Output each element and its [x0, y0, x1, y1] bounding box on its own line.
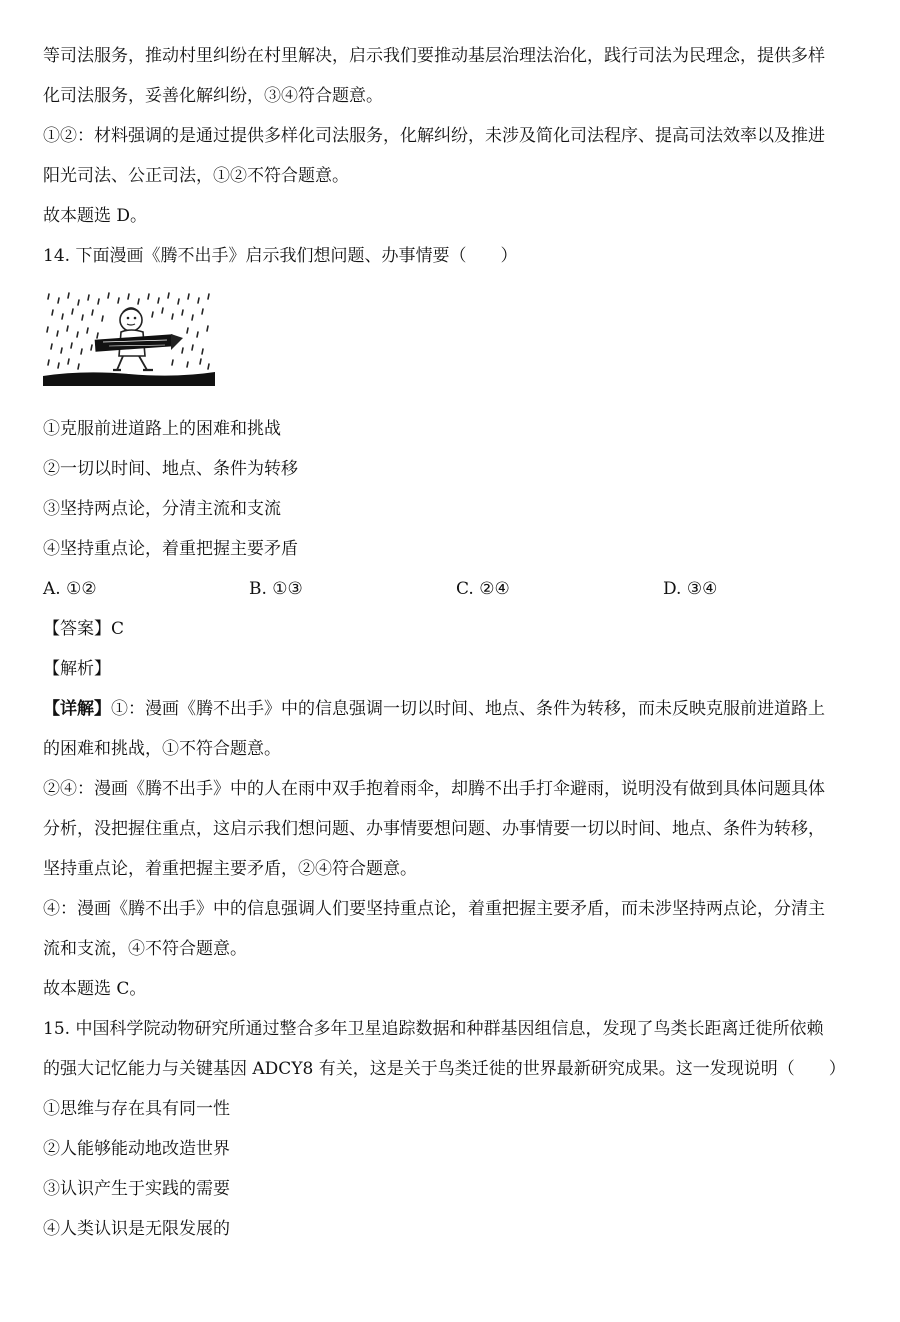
q14-detail-line: 坚持重点论，着重把握主要矛盾，②④符合题意。	[43, 859, 417, 879]
q14-answer	[43, 618, 124, 640]
q14-detail-line	[43, 698, 825, 720]
q14-option-a: A. ①②	[43, 579, 97, 599]
q13-analysis-line: 阳光司法、公正司法，①②不符合题意。	[43, 166, 349, 186]
q13-analysis-line: ①②：材料强调的是通过提供多样化司法服务，化解纠纷，未涉及简化司法程序、提高司法效率以及推进	[43, 126, 825, 146]
detail-label: 【详解】	[43, 699, 111, 719]
q14-detail-line: 的困难和挑战，①不符合题意。	[43, 739, 281, 759]
q14-stem: 14. 下面漫画《腾不出手》启示我们想问题、办事情要（ ）	[43, 246, 518, 266]
q14-detail-line: 分析，没把握住重点，这启示我们想问题、办事情要想问题、办事情要一切以时间、地点、条件为转移，	[43, 819, 825, 839]
q14-analysis-label: 【解析】	[43, 659, 111, 679]
q15-stem: 的强大记忆能力与关键基因 ADCY8 有关，这是关于鸟类迁徙的世界最新研究成果。这一发现说明（ ）	[43, 1059, 846, 1079]
q13-analysis-line: 等司法服务，推动村里纠纷在村里解决，启示我们要推动基层治理法治化，践行司法为民理念，提供多样	[43, 46, 825, 66]
q14-option-d: D. ③④	[663, 579, 718, 599]
q13-analysis-line: 化司法服务，妥善化解纠纷，③④符合题意。	[43, 86, 383, 106]
q15-statement: ③认识产生于实践的需要	[43, 1179, 230, 1199]
ground-shadow	[43, 372, 215, 386]
q13-conclusion: 故本题选 D。	[43, 206, 148, 226]
q15-statement: ④人类认识是无限发展的	[43, 1219, 230, 1239]
q14-statement: ①克服前进道路上的困难和挑战	[43, 419, 281, 439]
q15-statement: ①思维与存在具有同一性	[43, 1099, 230, 1119]
answer-label: 【答案】	[43, 619, 111, 639]
q14-detail-line: ②④：漫画《腾不出手》中的人在雨中双手抱着雨伞，却腾不出手打伞避雨，说明没有做到具体问题具体	[43, 779, 825, 799]
cartoon-image	[43, 290, 215, 386]
answer-value: C	[111, 619, 125, 639]
q14-statement: ③坚持两点论，分清主流和支流	[43, 499, 281, 519]
q14-conclusion: 故本题选 C。	[43, 979, 147, 999]
detail-text: ①：漫画《腾不出手》中的信息强调一切以时间、地点、条件为转移，而未反映克服前进道路上	[111, 699, 825, 719]
q14-option-c: C. ②④	[456, 579, 510, 599]
q14-option-b: B. ①③	[249, 579, 303, 599]
q14-statement: ④坚持重点论，着重把握主要矛盾	[43, 539, 298, 559]
q14-statement: ②一切以时间、地点、条件为转移	[43, 459, 298, 479]
q14-detail-line: 流和支流，④不符合题意。	[43, 939, 247, 959]
q14-detail-line: ④：漫画《腾不出手》中的信息强调人们要坚持重点论，着重把握主要矛盾，而未涉坚持两点论，分清主	[43, 899, 825, 919]
q15-statement: ②人能够能动地改造世界	[43, 1139, 230, 1159]
q15-stem: 15. 中国科学院动物研究所通过整合多年卫星追踪数据和种群基因组信息，发现了鸟类长距离迁徙所依赖	[43, 1019, 824, 1039]
